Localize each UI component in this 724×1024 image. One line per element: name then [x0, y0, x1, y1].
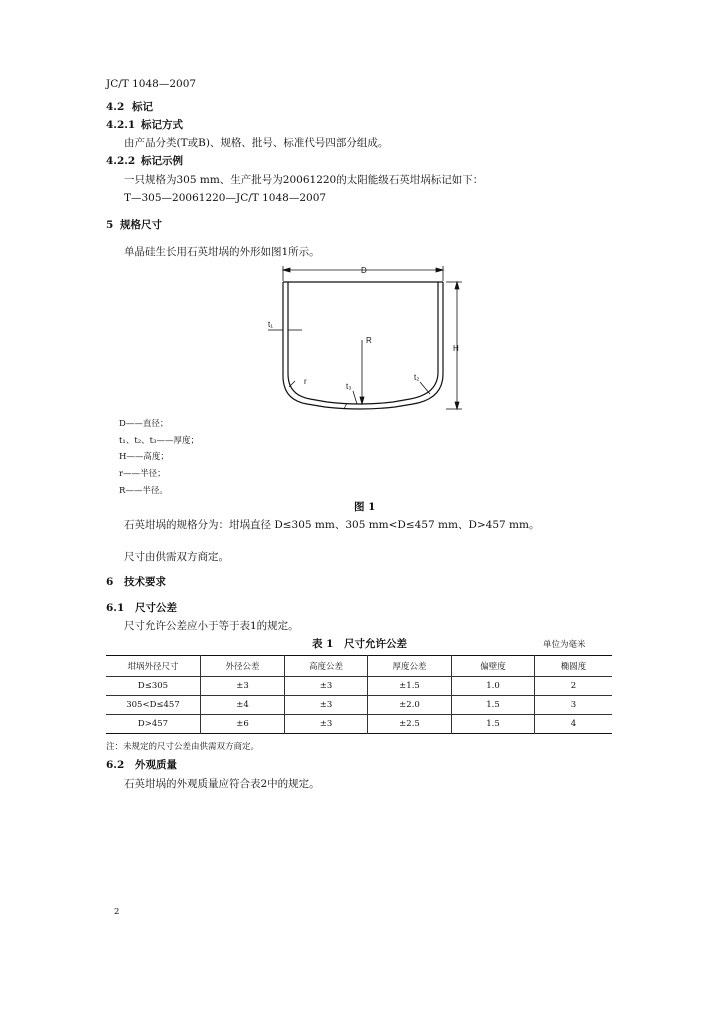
- table-cell: 1.5: [452, 696, 535, 715]
- label-t3: t₃: [346, 382, 352, 391]
- table-cell: ±1.5: [368, 677, 452, 696]
- legend-item: R——半径。: [119, 486, 168, 496]
- negotiate-text: 尺寸由供需双方商定。: [124, 551, 229, 563]
- section-6-2-number: 6.2: [106, 759, 125, 771]
- section-6-number: 6: [106, 576, 114, 588]
- table-cell: ±2.0: [368, 696, 452, 715]
- section-6-2-text: 石英坩埚的外观质量应符合表2中的规定。: [124, 778, 320, 790]
- label-r: r: [304, 377, 307, 386]
- section-4-2-2-number: 4.2.2: [106, 155, 136, 167]
- section-4-2-1-number: 4.2.1: [106, 119, 136, 131]
- section-4-2-1-text: 由产品分类(T或B)、规格、批号、标准代号四部分组成。: [124, 137, 389, 149]
- table-cell: ±3: [285, 677, 368, 696]
- section-5-number: 5: [106, 219, 114, 231]
- figure-caption: 图 1: [354, 501, 376, 513]
- table-cell: 4: [535, 715, 613, 734]
- section-5-intro: 单晶硅生长用石英坩埚的外形如图1所示。: [124, 246, 320, 258]
- section-4-2-1-title: 标记方式: [141, 119, 183, 131]
- column-header: 坩埚外径尺寸: [106, 656, 201, 677]
- legend-item: t₁、t₂、t₃——厚度；: [119, 436, 199, 446]
- table-cell: ±6: [201, 715, 285, 734]
- legend-item: H——高度；: [119, 452, 169, 462]
- column-header: 偏壁度: [452, 656, 535, 677]
- table-cell: 305<D≤457: [106, 696, 201, 715]
- section-6-title: 技术要求: [124, 576, 166, 588]
- table-1-unit: 单位为毫米: [543, 640, 586, 650]
- table-cell: 2: [535, 677, 613, 696]
- column-header: 厚度公差: [368, 656, 452, 677]
- section-4-2-title: 标记: [132, 101, 153, 113]
- table-cell: 1.5: [452, 715, 535, 734]
- table-cell: D≤305: [106, 677, 201, 696]
- table-1-note: 注：未规定的尺寸公差由供需双方商定。: [106, 742, 260, 752]
- legend-item: D——直径；: [119, 419, 169, 429]
- column-header: 高度公差: [285, 656, 368, 677]
- table-cell: D>457: [106, 715, 201, 734]
- label-D: D: [361, 266, 367, 275]
- crucible-figure: [250, 258, 470, 428]
- tolerance-table: [106, 655, 612, 734]
- table-cell: 1.0: [452, 677, 535, 696]
- table-cell: ±3: [285, 715, 368, 734]
- section-5-title: 规格尺寸: [120, 219, 162, 231]
- spec-text: 石英坩埚的规格分为：坩埚直径 D≤305 mm、305 mm<D≤457 mm、D>457 mm。: [124, 519, 540, 531]
- table-row: [106, 715, 612, 734]
- legend-item: r——半径；: [119, 469, 166, 479]
- table-row: [106, 696, 612, 715]
- label-t2: t₂: [414, 373, 420, 382]
- section-4-2-2-text: 一只规格为305 mm、生产批号为20061220的太阳能级石英坩埚标记如下：: [124, 174, 484, 186]
- section-4-2-2-title: 标记示例: [141, 155, 183, 167]
- table-cell: ±4: [201, 696, 285, 715]
- marking-example: T—305—20061220—JC/T 1048—2007: [124, 192, 327, 204]
- section-4-2-number: 4.2: [106, 101, 125, 113]
- table-cell: 3: [535, 696, 613, 715]
- table-header-row: [106, 656, 612, 677]
- page-number: 2: [114, 907, 120, 917]
- column-header: 椭圆度: [535, 656, 613, 677]
- table-cell: ±2.5: [368, 715, 452, 734]
- table-1-title: 表 1 尺寸允许公差: [312, 638, 407, 650]
- section-6-1-text: 尺寸允许公差应小于等于表1的规定。: [124, 620, 299, 632]
- label-H: H: [453, 344, 459, 353]
- table-cell: ±3: [285, 696, 368, 715]
- doc-code-header: JC/T 1048—2007: [106, 78, 197, 90]
- section-6-1-number: 6.1: [106, 602, 125, 614]
- section-6-2-title: 外观质量: [135, 759, 177, 771]
- table-cell: ±3: [201, 677, 285, 696]
- column-header: 外径公差: [201, 656, 285, 677]
- label-R: R: [366, 336, 372, 345]
- table-row: [106, 677, 612, 696]
- section-6-1-title: 尺寸公差: [135, 602, 177, 614]
- label-t1: t₁: [268, 320, 273, 329]
